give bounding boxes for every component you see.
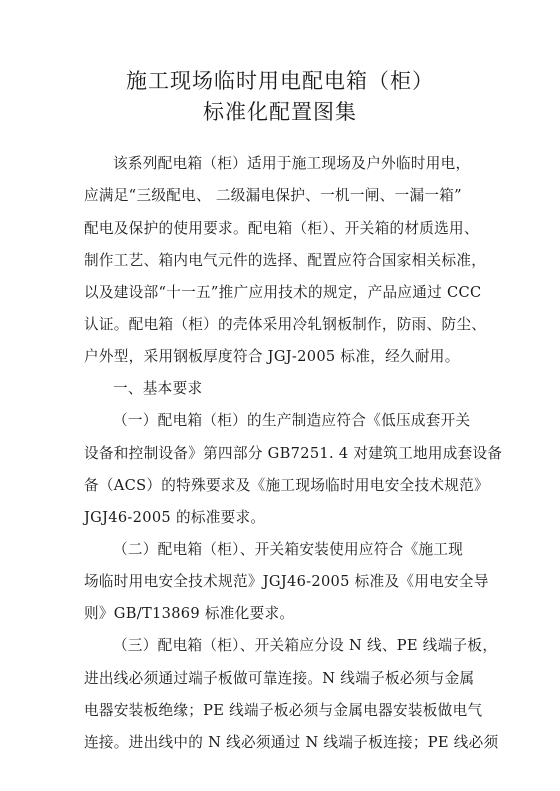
document-subtitle: 标准化配置图集 (203, 100, 357, 124)
paragraph-line: 以及建设部“十一五”推广应用技术的规定，产品应通过 CCC (84, 284, 482, 301)
paragraph-line: 制作工艺、箱内电气元件的选择、配置应符合国家相关标准， (84, 252, 487, 269)
paragraph-line: 连接。进出线中的 N 线必须通过 N 线端子板连接；PE 线必须 (84, 734, 499, 751)
paragraph-line: 电器安装板绝缘；PE 线端子板必须与金属电器安装板做电气 (84, 702, 483, 719)
paragraph-line: （二）配电箱（柜）、开关箱安装使用应符合《施工现 (113, 541, 464, 558)
paragraph-line: 应满足“三级配电、 二级漏电保护、一机一闸、一漏一箱” (84, 187, 462, 204)
paragraph-line: 则》GB/T13869 标准化要求。 (84, 605, 295, 622)
section-heading: 一、基本要求 (113, 380, 203, 397)
paragraph-line: 场临时用电安全技术规范》JGJ46-2005 标准及《用电安全导 (84, 573, 489, 590)
paragraph-line: 配电及保护的使用要求。配电箱（柜）、开关箱的材质选用、 (84, 220, 479, 237)
paragraph-line: 认证。配电箱（柜）的壳体采用冷轧钢板制作，防雨、防尘、 (84, 316, 487, 333)
paragraph-line: 该系列配电箱（柜）适用于施工现场及户外临时用电， (113, 155, 471, 172)
paragraph-line: 进出线必须通过端子板做可靠连接。N 线端子板必须与金属 (84, 670, 475, 687)
paragraph-line: （一）配电箱（柜）的生产制造应符合《低压成套开关 (113, 412, 471, 429)
paragraph-line: 户外型，采用钢板厚度符合 JGJ-2005 标准，经久耐用。 (84, 348, 460, 365)
paragraph-line: JGJ46-2005 的标准要求。 (84, 509, 266, 526)
paragraph-line: 备（ACS）的特殊要求及《施工现场临时用电安全技术规范》 (84, 477, 489, 494)
paragraph-line: （三）配电箱（柜）、开关箱应分设 N 线、PE 线端子板， (113, 637, 498, 654)
paragraph-line: 设备和控制设备》第四部分 GB7251. 4 对建筑工地用成套设备 (84, 445, 503, 462)
document-title: 施工现场临时用电配电箱（柜） (126, 69, 434, 93)
